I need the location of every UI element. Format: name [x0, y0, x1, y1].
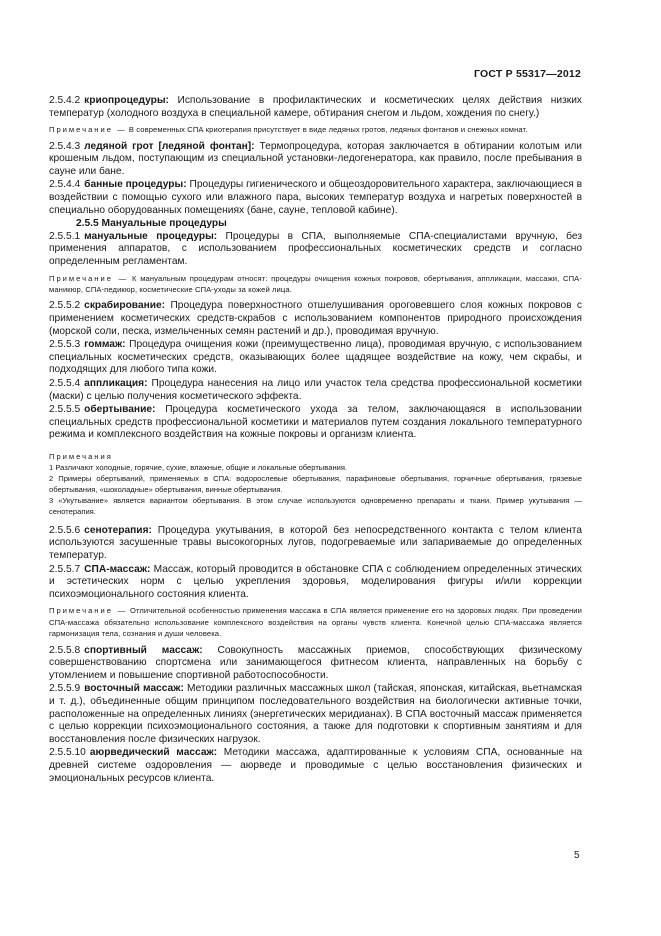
definition-2-5-5-10	[49, 747, 582, 785]
definition-2-5-5-1	[49, 231, 582, 269]
definition-text: Совокупность массажных приемов, способствующих физическому совершенствованию спортсмена или занимающегося фитнесом клиента, направленных на борьбу с утомлением и повышение спортивной работоспособности.	[49, 644, 582, 681]
note-label: Примечание —	[49, 606, 128, 616]
clause-number: 2.5.4.2	[49, 95, 81, 106]
term: аппликация:	[84, 377, 148, 389]
clause-number: 2.5.5.8	[49, 644, 81, 656]
definition-text: Методики различных массажных школ (тайская, японская, китайская, вьетнамская и т. д.), объединенные общим принципом последовательного воздействия на биологически активные точки, расположенные на определенных линиях (энергетических меридианах). В СПА восточный массаж применяется с целью коррекции психоэмоционального состояния, а также для подготовки к спортивным занятиям и для восстановления после физических нагрузок.	[49, 683, 582, 745]
note-text: К мануальным процедурам относят: процедуры очищения кожных покровов, обертывания, аппликации, массажи, СПА-маникюр, СПА-педикюр, косметические СПА-уходы за кожей лица.	[49, 273, 582, 294]
note	[49, 605, 582, 639]
term: банные процедуры:	[84, 179, 187, 191]
standard-header: ГОСТ Р 55317—2012	[473, 68, 581, 80]
clause-number: 2.5.5.6	[49, 524, 81, 536]
term: СПА-массаж:	[84, 563, 151, 575]
definition-text: Процедура нанесения на лицо или участок тела средства профессиональной косметики (маски) с целью получения косметического эффекта.	[49, 377, 582, 402]
definition-text: Использование в профилактических и косметических целях действия низких температур (холодного воздуха в специальной камере, обтирания снегом и льдом, хождения по снегу.)	[49, 95, 582, 119]
definition-text: Процедуры гигиенического и общеоздоровительного характера, заключающиеся в воздействии с помощью сухого или влажного пара, высоких температур воздуха и нагретых поверхностей в специально оборудованных помещениях (бане, сауне, тепловой кабине).	[49, 179, 582, 216]
term: ледяной грот [ледяной фонтан]:	[84, 140, 255, 152]
section-heading-2-5-5: 2.5.5 Мануальные процедуры	[76, 218, 227, 230]
term: гоммаж:	[84, 339, 126, 351]
term: аюрведический массаж:	[89, 747, 218, 759]
definition-2-5-4-4	[49, 179, 582, 217]
definition-2-5-5-3	[49, 339, 582, 377]
definition-2-5-5-2	[49, 300, 582, 338]
definition-text: Процедура поверхностного отшелушивания ороговевшего слоя кожных покровов с применением косметических средств-скрабов с использованием компонентов природного происхождения (морской соли, песка, измельченных семян растений и др.), проводимая вручную.	[49, 300, 582, 337]
clause-number: 2.5.4.3	[49, 140, 81, 152]
term: скрабирование:	[84, 300, 166, 312]
notes-heading: Примечания	[49, 451, 113, 461]
term: обертывание:	[84, 404, 156, 416]
spacer	[49, 517, 582, 525]
definition-text: Методики массажа, адаптированные к условиям СПА, основанные на древней системе оздоровления — аюрведе и проводимые с целью восстановления физических и эмоциональных ресурсов клиента.	[49, 747, 583, 784]
clause-number: 2.5.5.2	[49, 300, 81, 312]
definition-2-5-5-7	[49, 564, 582, 602]
note-item-1: 1 Различают холодные, горячие, сухие, влажные, общие и локальные обертывания.	[49, 462, 348, 472]
clause-number: 2.5.5.4	[49, 377, 81, 389]
clause-number: 2.5.5.10	[49, 747, 86, 759]
definition-text: Термопроцедура, которая заключается в обтирании колотым или крошеным льдом, поступающим из специальной установки-ледогенератора, как правило, после пребывания в сауне или бане.	[49, 140, 582, 177]
clause-number: 2.5.5.1	[49, 230, 81, 242]
note-label: Примечание —	[49, 125, 127, 135]
clause-number: 2.5.5.3	[49, 339, 81, 351]
term: восточный массаж:	[84, 683, 184, 695]
clause-number: 2.5.5.7	[49, 563, 81, 575]
definition-text: Процедура укутывания, в которой без непосредственного контакта с телом клиента используются засушенные травы высокогорных лугов, подогреваемые или запариваемые до определенных температур.	[49, 524, 582, 562]
term: сенотерапия:	[84, 524, 152, 536]
definition-text: Процедуры в СПА, выполняемые СПА-специалистами вручную, без применения аппаратов, с использованием профессиональных косметических средств и согласно определенным регламентам.	[49, 230, 582, 267]
note	[49, 124, 582, 135]
note-item-2: 2 Примеры обертываний, применяемых в СПА: водорослевые обертывания, парафиновые обертывания, горчичные обертывания, грязевые обертывания, «шоколадные» обертывания, винные обертывания.	[49, 473, 582, 494]
definition-2-5-5-9	[49, 683, 582, 746]
definition-2-5-5-6	[49, 525, 582, 563]
note-item-3: 3 «Укутывание» является вариантом обертывания. В этом случае используются одновременно препараты и ткани. Пример укутывания — сенотерапия.	[49, 495, 582, 516]
clause-number: 2.5.5.9	[49, 683, 81, 695]
term: мануальные процедуры:	[84, 230, 218, 242]
note-label: Примечание —	[49, 273, 129, 283]
definition-2-5-5-5	[49, 404, 582, 442]
definition-text: Массаж, который проводится в обстановке СПА с соблюдением определенных этических и эстетических норм с целью укрепления здоровья, моделирования фигуры и/или коррекции психоэмоционального состояния клиента.	[49, 563, 582, 600]
definition-text: Процедура косметического ухода за телом, заключающаяся в использовании специальных средств профессиональной косметики и материалов путем создания локального температурного режима и комплексного воздействия на кожные покровы и организм клиента.	[49, 404, 582, 441]
definition-text: Процедура очищения кожи (преимущественно лица), проводимая вручную, с использованием специальных косметических средств, оказывающих более щадящее воздействие на кожу, чем скрабы, и подходящих для любого типа кожи.	[49, 339, 582, 376]
page-number: 5	[574, 850, 580, 861]
clause-number: 2.5.5.5	[49, 404, 81, 416]
page-content	[49, 95, 582, 786]
term: криопроцедуры:	[84, 95, 169, 106]
definition-2-5-4-3	[49, 141, 582, 179]
note-text: Отличительной особенностью применения массажа в СПА является применение его на здоровых людях. При проведении СПА-массажа обязательно использование комплексного воздействия на органы чувств клиента. Конечной целью СПА-массажа является гармонизация тела, сознания и души человека.	[49, 606, 582, 639]
note-text: В современных СПА криотерапия присутствует в виде ледяных гротов, ледяных фонтанов и снежных комнат.	[128, 125, 528, 135]
note	[49, 273, 582, 296]
definition-2-5-4-2	[49, 95, 582, 120]
definition-2-5-5-8	[49, 645, 582, 683]
clause-number: 2.5.4.4	[49, 179, 81, 191]
definition-2-5-5-4	[49, 378, 582, 403]
term: спортивный массаж:	[84, 644, 203, 656]
